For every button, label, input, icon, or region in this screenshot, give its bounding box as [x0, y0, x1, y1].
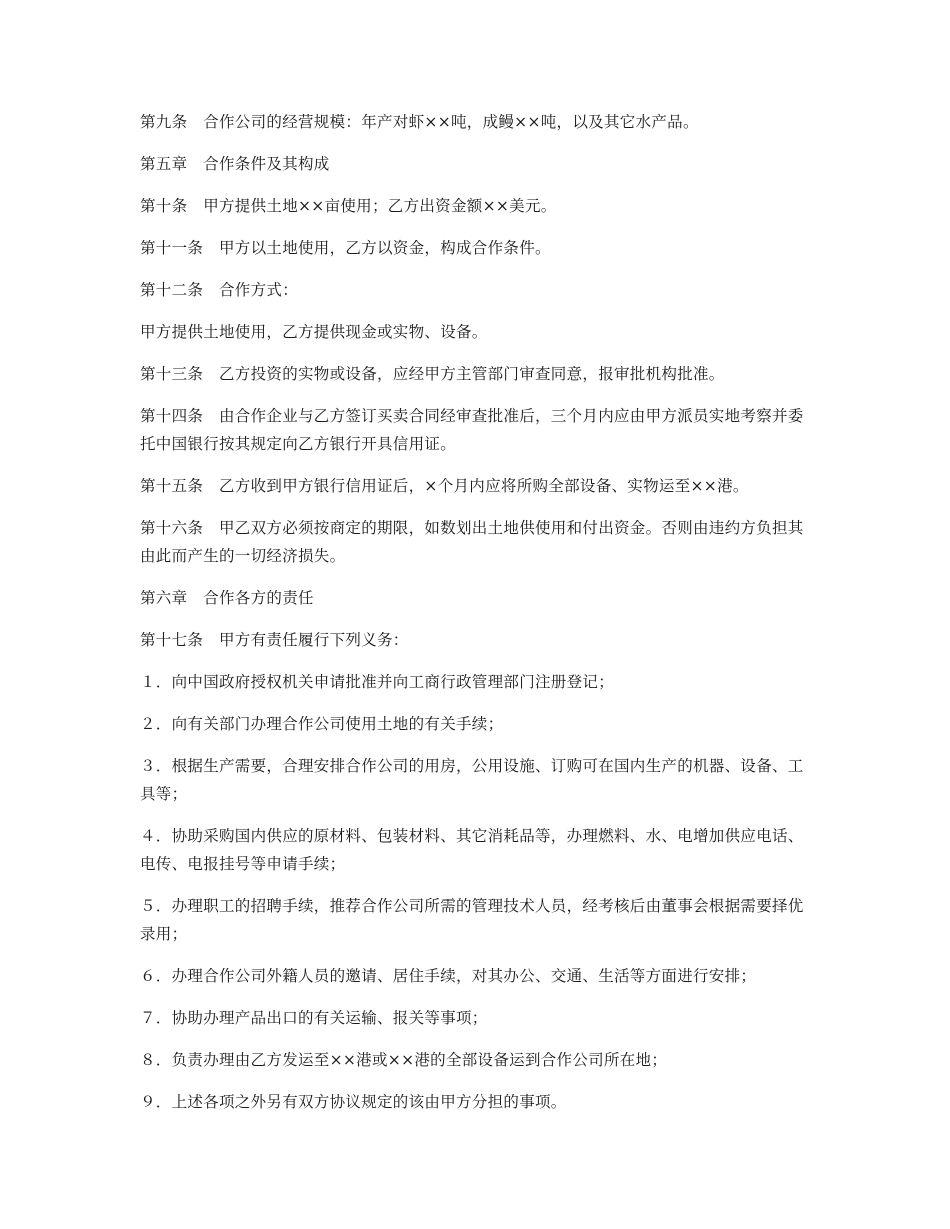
list-item-7: ７．协助办理产品出口的有关运输、报关等事项； — [140, 1009, 488, 1027]
list-item-3: ３．根据生产需要，合理安排合作公司的用房，公用设施、订购可在国内生产的机器、设备、工具等； — [140, 757, 804, 803]
list-item-9: ９．上述各项之外另有双方协议规定的该由甲方分担的事项。 — [140, 1093, 567, 1111]
clause-16: 第十六条 甲乙双方必须按商定的期限，如数划出土地供使用和付出资金。否则由违约方负担其由此而产生的一切经济损失。 — [140, 519, 804, 565]
clause-11: 第十一条 甲方以土地使用，乙方以资金，构成合作条件。 — [140, 239, 551, 257]
clause-12-detail: 甲方提供土地使用，乙方提供现金或实物、设备。 — [140, 323, 488, 341]
document-body — [140, 108, 810, 1130]
list-item-5: ５．办理职工的招聘手续，推荐合作公司所需的管理技术人员，经考核后由董事会根据需要择优录用； — [140, 897, 804, 943]
list-item-1: １．向中国政府授权机关申请批准并向工商行政管理部门注册登记； — [140, 673, 615, 691]
clause-13: 第十三条 乙方投资的实物或设备，应经甲方主管部门审查同意，报审批机构批准。 — [140, 365, 725, 383]
clause-14: 第十四条 由合作企业与乙方签订买卖合同经审查批准后，三个月内应由甲方派员实地考察并委托中国银行按其规定向乙方银行开具信用证。 — [140, 407, 804, 453]
clause-9: 第九条 合作公司的经营规模：年产对虾××吨，成鳗××吨，以及其它水产品。 — [140, 113, 699, 131]
chapter-5-heading: 第五章 合作条件及其构成 — [140, 155, 330, 173]
list-item-4: ４．协助采购国内供应的原材料、包装材料、其它消耗品等，办理燃料、水、电增加供应电话、电传、电报挂号等申请手续； — [140, 827, 804, 873]
list-item-2: ２．向有关部门办理合作公司使用土地的有关手续； — [140, 715, 504, 733]
chapter-6-heading: 第六章 合作各方的责任 — [140, 589, 314, 607]
list-item-8: ８．负责办理由乙方发运至××港或××港的全部设备运到合作公司所在地； — [140, 1051, 668, 1069]
list-item-6: ６．办理合作公司外籍人员的邀请、居住手续，对其办公、交通、生活等方面进行安排； — [140, 967, 757, 985]
clause-15: 第十五条 乙方收到甲方银行信用证后，×个月内应将所购全部设备、实物运至××港。 — [140, 477, 749, 495]
clause-10: 第十条 甲方提供土地××亩使用；乙方出资金额××美元。 — [140, 197, 557, 215]
clause-12: 第十二条 合作方式： — [140, 281, 299, 299]
clause-17: 第十七条 甲方有责任履行下列义务： — [140, 631, 409, 649]
